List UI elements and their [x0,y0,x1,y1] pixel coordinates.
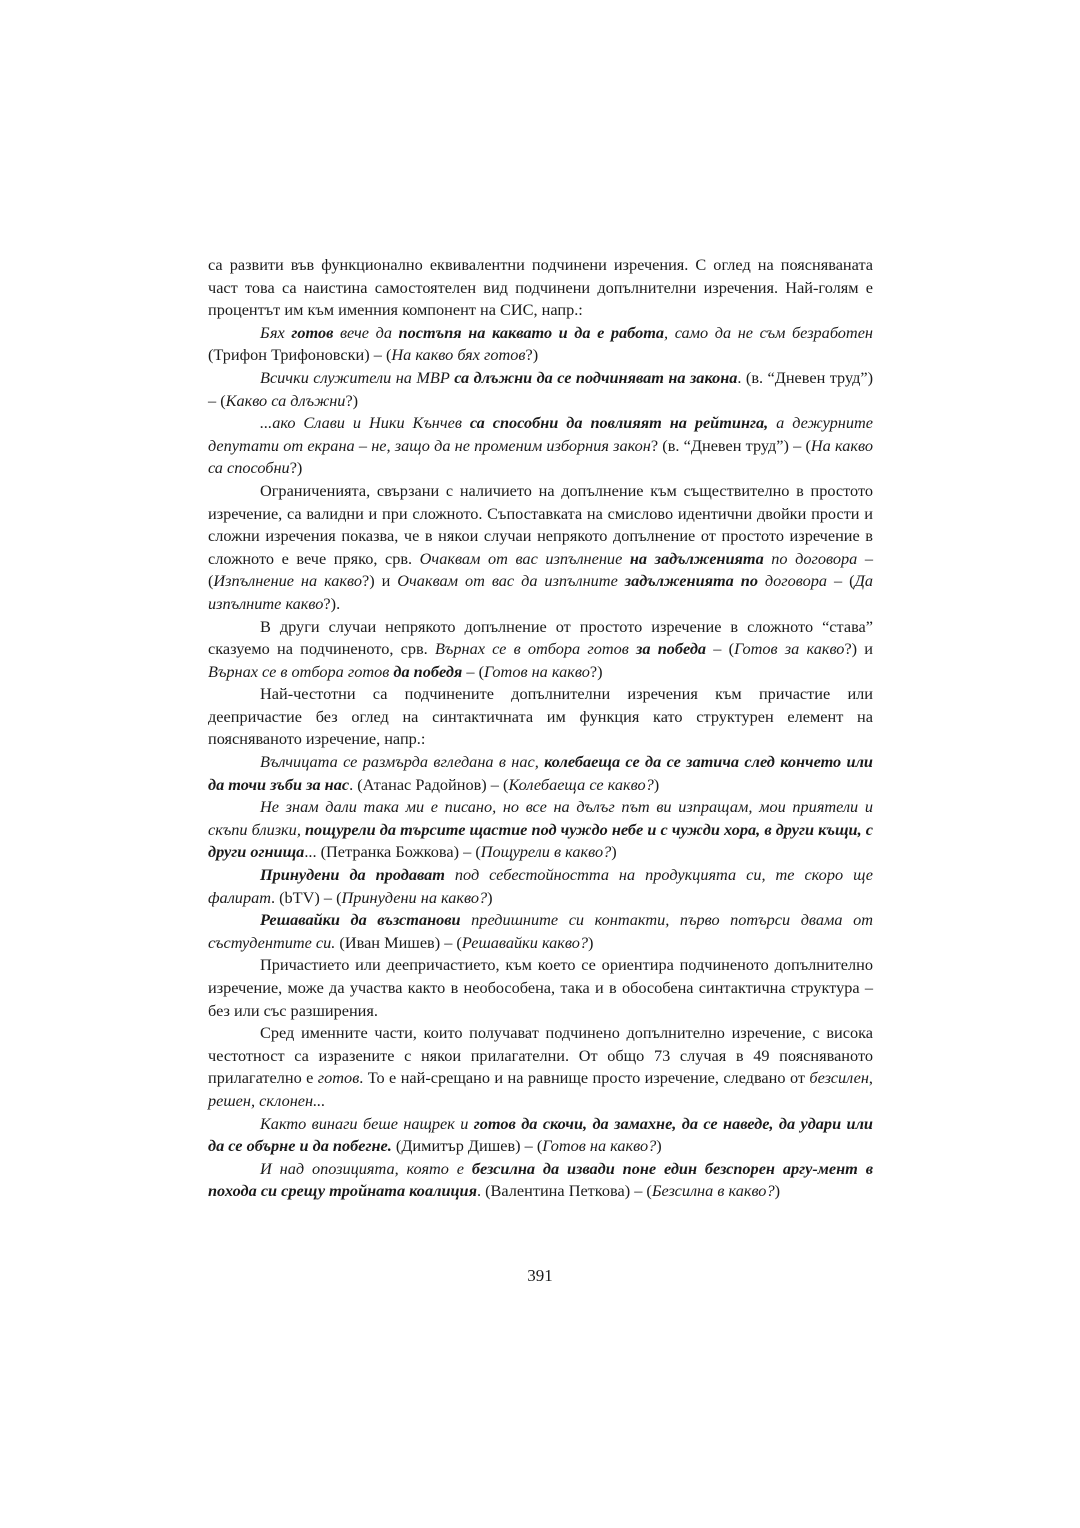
body-text: – ( [462,661,484,681]
body-text: ? (в. “Дневен труд”) – ( [650,435,811,455]
body-text: са развити във функционално еквивалентни подчинени изречения. С оглед на поясняваната част това са наистина самостоятелен вид подчинени допълнителни изречения. Най-голям е процентът им към именния компонент на СИС, напр.: [208,255,873,320]
italic-text: вече да [333,322,399,342]
emphasis-text: готов [291,322,334,342]
paragraph [208,796,873,864]
emphasis-text: задълженията по [624,571,758,591]
italic-text: договора [757,571,828,591]
body-text: . (bTV) – ( [270,887,342,907]
emphasis-text: за победа [636,639,707,659]
paragraph [208,683,873,751]
body-text: ?) [289,458,303,478]
body-text: ... (Петранка Божкова) – ( [304,842,481,862]
emphasis-text: са способни да повлияят на рейтинга, [469,413,769,433]
body-text: Ограниченията, свързани с наличието на допълнение към съществително в простото изречение, са валидни и при сложното. Съпоставката на смислово идентични двойки прости и сложни изречения показва, че в някои случаи непрякото допълнение от простото изречение в сложното е вече пряко, срв. [208,480,873,568]
italic-text: готов [317,1068,360,1088]
italic-text: Както винаги беше нащрек и [260,1113,474,1133]
body-text: ?) и [844,639,874,659]
body-text: . (в. “Дневен труд”) – ( [208,367,873,410]
emphasis-text: безсилна да извади поне един безспорен аргу-мент в похода си срещу тройната коалиция [208,1158,873,1201]
body-text: ) [588,932,594,952]
body-text: ) [656,1136,662,1156]
body-text: В други случаи непрякото допълнение от простото изречение в сложното “става” сказуемо на подчиненото, срв. [208,616,873,659]
italic-text: по договора [763,548,858,568]
italic-text: Очаквам от вас да изпълните [397,571,625,591]
italic-text: На какво бях готов [391,345,526,365]
body-text: . (Атанас Радойнов) – ( [349,774,509,794]
body-text: . (Валентина Петкова) – ( [477,1181,652,1201]
body-text: – ( [208,548,873,591]
italic-text: На какво са способни [208,435,873,478]
italic-text: Върнах се в отбора готов [208,661,394,681]
italic-text: Принудени на какво? [341,887,488,907]
italic-text: Бях [260,322,292,342]
italic-text: решен, склонен... [208,1090,326,1110]
body-text: – ( [706,639,735,659]
italic-text: И над опозицията, която е [260,1158,472,1178]
italic-text: Всички служители на МВР [260,367,455,387]
body-text: , [868,1068,873,1088]
paragraph [208,254,873,322]
body-text: ?) и [362,571,398,591]
page-body [208,254,873,1203]
emphasis-text: постъпя на каквато и да е работа [398,322,665,342]
emphasis-text: колебаеща се да се затича след кончето или да точи зъби за нас [208,752,873,794]
body-text: Най-честотни са подчинените допълнителни изречения към причастие или деепричастие без оглед на синтактичната им функция като структурен елемент на поясняваното изречение, напр.: [208,684,873,749]
italic-text: Не знам дали така ми е писано, но все на дълъг път ви изпращам, мои приятели и скъпи близки, [208,797,873,839]
paragraph [208,751,873,796]
italic-text: Какво са длъжни [225,390,346,410]
italic-text: Решавайки какво? [461,932,589,952]
body-text: (Трифон Трифоновски) – ( [208,345,392,365]
body-text: ?) [589,661,603,681]
paragraph [208,1022,873,1112]
italic-text: , само да не съм безработен [664,322,873,342]
paragraph [208,367,873,412]
body-text: ) [611,842,617,862]
italic-text: Колебаеща се какво? [508,774,654,794]
body-text: ) [774,1181,781,1201]
paragraph [208,954,873,1022]
italic-text: Върнах се в отбора готов [434,639,637,659]
page-number: 391 [527,1266,553,1285]
body-text: ) [653,774,660,794]
italic-text: предишните си контакти, първо потърси двама от състудентите си. [208,910,874,952]
italic-text: Готов за какво [734,639,845,659]
italic-text: Безсилна в какво? [651,1181,775,1201]
emphasis-text: готов да скочи, да замахне, да се наведе, да удари или да се обърне и да побегне. [208,1113,873,1156]
paragraph [208,909,873,954]
body-text: ) [487,887,493,907]
paragraph [208,1113,873,1158]
italic-text: Вълчицата се размърда вгледана в нас, [260,752,545,772]
italic-text: Пощурели в какво? [480,842,612,862]
italic-text: ...ако Слави и Ники Кънчев [260,413,470,433]
italic-text: Готов на какво? [542,1136,657,1156]
body-text: ?). [323,593,341,613]
emphasis-text: на задълженията [629,548,764,568]
emphasis-text: Принудени да продават [260,865,445,885]
italic-text: безсилен [809,1068,869,1088]
paragraph [208,480,873,616]
emphasis-text: са длъжни да се подчиняват на закона [454,367,738,387]
italic-text: Очаквам от вас изпълнение [419,548,630,568]
italic-text: Да изпълните какво [208,571,874,613]
paragraph [208,1158,873,1203]
body-text: ?) [345,390,359,410]
paragraph [208,864,873,909]
italic-text: Изпълнение на какво [213,571,363,591]
emphasis-text: да победя [393,661,463,681]
emphasis-text: Решавайки да възстанови [260,910,461,930]
italic-text: а дежурните депутати от екрана – не, защо да не променим изборния закон [208,413,874,455]
paragraph [208,322,873,367]
body-text: Причастието или деепричастието, към което се ориентира подчиненото допълнително изречение, може да участва както в необособена, така и в обособена синтактична структура – без или със разширения. [208,955,873,1020]
italic-text: Готов на какво [484,661,590,681]
body-text: (Иван Мишев) – ( [335,932,462,952]
body-text: . То е най-срещано и на равнище просто изречение, следвано от [359,1068,810,1088]
emphasis-text: пощурели да търсите щастие под чуждо небе и с чужди хора, в други къщи, с други огнища [208,819,873,862]
body-text: Сред именните части, които получават подчинено допълнително изречение, с висока честотност са изразените с някои прилагателни. От общо 73 случая в 49 поясняваното прилагателно е [208,1023,873,1088]
paragraph [208,412,873,480]
italic-text: под себестойността на продукцията си, те скоро ще фалират [208,865,873,907]
body-text: ?) [525,345,539,365]
body-text: (Димитър Дишев) – ( [391,1136,543,1156]
paragraph [208,616,873,684]
body-text: – ( [827,571,855,591]
